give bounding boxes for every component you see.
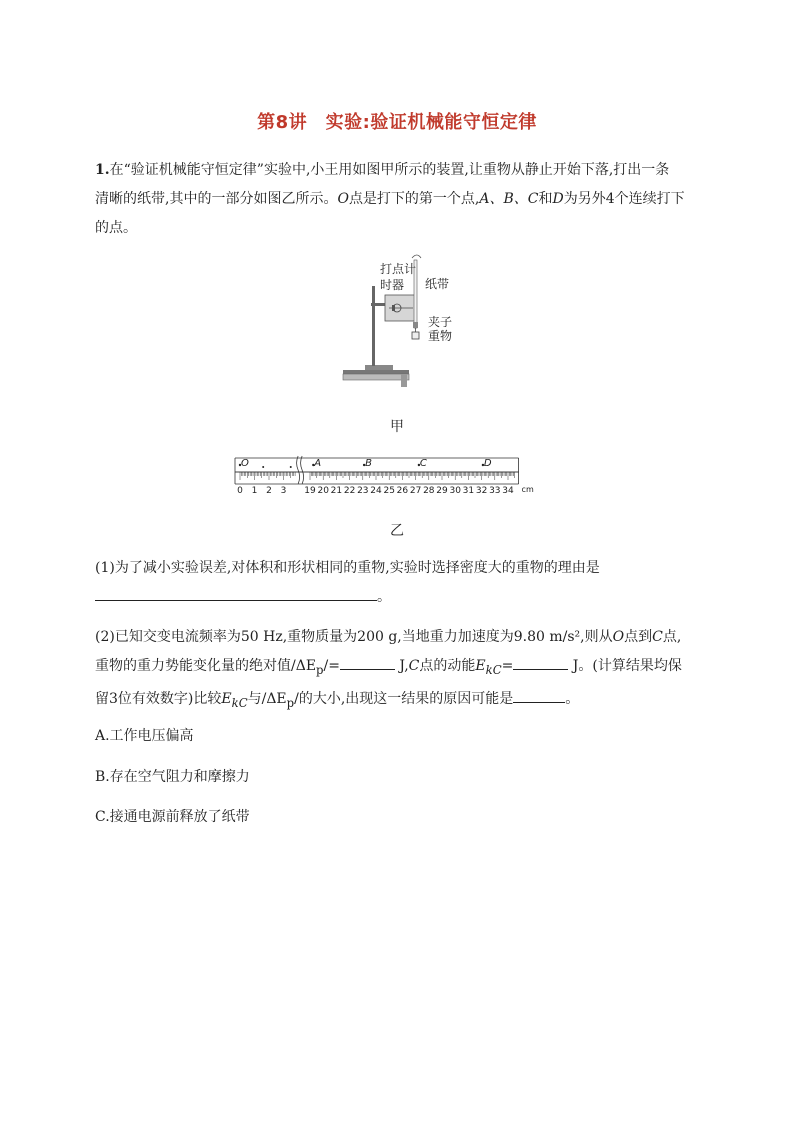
point-d: D (552, 191, 564, 207)
page-title: 第8讲 实验:验证机械能守恒定律 (257, 112, 537, 133)
subscript-p-2: p (286, 695, 295, 710)
part1-answer-line (95, 583, 705, 612)
question-intro (95, 156, 705, 243)
part2-text-d: ,则从 (580, 629, 613, 645)
gravity-value: 9.80 m/s² (513, 629, 581, 645)
intro-text-a: 在“验证机械能守恒定律”实验中,小王用如图甲所示的装置,让重物从静止开始下落,打出一条 (109, 162, 670, 178)
part2-text-compare: 位有效数字)比较 (117, 690, 222, 707)
part2-line-1 (95, 623, 715, 652)
answer-blank-2[interactable] (340, 654, 395, 670)
tick-label-right: 34 (502, 486, 514, 496)
tape-ruler-figure (230, 450, 560, 502)
tick-label-right: 30 (449, 486, 461, 496)
part2-text-a: (2)已知交变电流频率为 (95, 629, 241, 645)
tick-label-right: 20 (317, 486, 329, 496)
part2-text-unit: J, (399, 658, 409, 674)
tick-label-right: 25 (383, 486, 395, 496)
label-timer-2: 时器 (380, 278, 405, 292)
tick-label-right: 33 (489, 486, 501, 496)
tick-label-right: 24 (370, 486, 382, 496)
delta-ep-label: 重物的重力势能变化量的绝对值/ΔE (95, 658, 317, 674)
tick-label-right: 32 (475, 486, 488, 496)
intro-line-2 (95, 185, 705, 214)
subscript-kc-2: kC (231, 695, 248, 710)
part2-line-3 (95, 685, 715, 718)
figure-caption-yi: 乙 (390, 523, 404, 539)
intro-line-3 (95, 214, 705, 243)
part2-text-eq2: = (501, 658, 514, 674)
tape-point-label: D (483, 458, 492, 469)
answer-blank-3[interactable] (513, 654, 568, 670)
tick-label-right: 23 (357, 486, 369, 496)
part2-text-tail: J。(计算结果均保 (572, 658, 682, 674)
tick-label-right: 29 (436, 486, 448, 496)
part2-text-f: 点, (662, 629, 682, 645)
part2-text-reason: /的大小,出现这一结果的原因可能是 (294, 690, 514, 707)
tick-label-right: 28 (423, 486, 435, 496)
mass-value: 200 g (357, 629, 398, 645)
point-o-ref: O (612, 629, 625, 645)
intro-text-b: 清晰的纸带,其中的一部分如图乙所示。 (95, 191, 338, 207)
part2-text-eq: /= (323, 658, 340, 674)
unit-label: cm (521, 485, 534, 494)
tape-point-label: A (314, 458, 322, 469)
answer-blank-1[interactable] (95, 585, 377, 601)
sig-figs: 3 (109, 690, 118, 707)
part2-text-and: 与/ΔE (247, 690, 287, 707)
tick-label-right: 19 (304, 486, 316, 496)
subscript-kc: kC (485, 662, 502, 677)
point-c-ref: C (652, 629, 663, 645)
point-o: O (337, 191, 349, 207)
tape-point-label: O (241, 458, 249, 469)
part2-text-ke: 点的动能 (419, 658, 476, 674)
tick-label-right: 22 (343, 486, 356, 496)
tape-dot (262, 466, 264, 468)
tick-label-left: 0 (237, 486, 243, 496)
tape-point-label: C (419, 458, 427, 469)
tick-label-right: 21 (330, 486, 343, 496)
tape-dot (290, 466, 292, 468)
tick-label-right: 27 (409, 486, 422, 496)
part2 (95, 623, 715, 718)
intro-text-e: 为另外 (563, 191, 606, 207)
tick-label-left: 1 (251, 486, 258, 496)
part1-end: 。 (377, 589, 391, 605)
point-count: 4 (605, 191, 615, 207)
part2-text-b: ,重物质量为 (282, 629, 358, 645)
option-c[interactable]: C.接通电源前释放了纸带 (95, 809, 250, 825)
ek-symbol-2: E (221, 690, 232, 707)
part2-text-c: ,当地重力加速度为 (397, 629, 514, 645)
points-abc: A、B、C (479, 191, 539, 207)
frequency-value: 50 Hz (240, 629, 283, 645)
figure-caption-jia: 甲 (390, 419, 404, 435)
option-a[interactable]: A.工作电压偏高 (95, 728, 194, 744)
subscript-p: p (316, 662, 324, 677)
part1-text: (1)为了减小实验误差,对体积和形状相同的重物,实验时选择密度大的重物的理由是 (95, 560, 600, 576)
tick-label-right: 31 (462, 486, 475, 496)
intro-text-d: 和 (538, 191, 553, 207)
point-c-ref-2: C (408, 658, 420, 674)
tick-label-left: 2 (266, 486, 272, 496)
question-number: 1. (95, 162, 110, 178)
ek-symbol: E (475, 658, 486, 674)
intro-text-c: 点是打下的第一个点, (348, 191, 480, 207)
intro-text-f: 个连续打下 (614, 191, 685, 207)
part2-text-liu: 留 (95, 690, 109, 707)
label-weight: 重物 (428, 329, 453, 343)
tape-point-label: B (365, 458, 372, 469)
intro-text-g: 的点。 (95, 220, 137, 236)
label-tape: 纸带 (425, 277, 450, 291)
answer-blank-4[interactable] (513, 687, 565, 703)
tick-label-left: 3 (280, 486, 287, 496)
part1 (95, 554, 705, 612)
intro-line-1 (95, 156, 705, 185)
label-clip: 夹子 (428, 315, 453, 329)
part2-line-2 (95, 652, 715, 685)
tick-label-right: 26 (396, 486, 409, 496)
part2-end: 。 (565, 690, 580, 707)
label-timer-1: 打点计 (380, 262, 417, 276)
part2-text-e: 点到 (624, 629, 653, 645)
option-b[interactable]: B.存在空气阻力和摩擦力 (95, 769, 250, 785)
